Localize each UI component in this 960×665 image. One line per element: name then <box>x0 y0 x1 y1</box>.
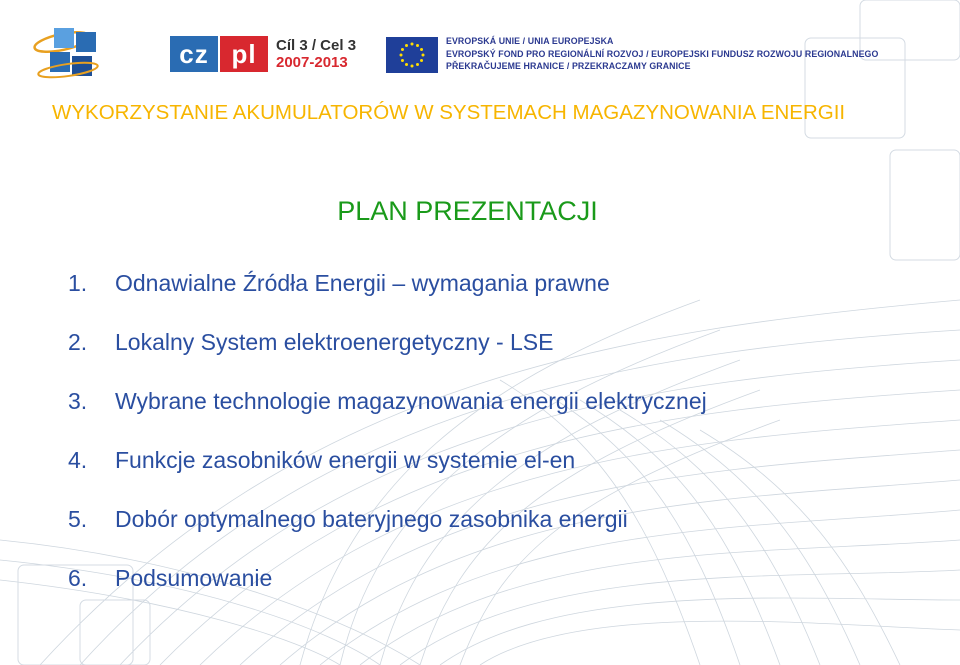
eu-star-icon <box>401 48 404 51</box>
eu-star-icon <box>411 43 414 46</box>
eu-fund-text <box>446 35 878 73</box>
presentation-title: WYKORZYSTANIE AKUMULATORÓW W SYSTEMACH MAGAZYNOWANIA ENERGII <box>52 101 846 124</box>
cubes-logo-icon <box>32 20 104 82</box>
item-text: Lokalny System elektroenergetyczny - LSE <box>115 329 554 355</box>
header-bar <box>0 0 960 90</box>
eu-star-icon <box>420 59 423 62</box>
cil-cel-text <box>276 37 356 71</box>
plan-title: PLAN PREZENTACJI <box>337 196 598 226</box>
item-number: 3. <box>68 388 88 414</box>
pl-logo-text: pl <box>220 36 268 72</box>
eu-star-icon <box>422 54 425 57</box>
item-number: 6. <box>68 565 88 591</box>
list-item <box>68 372 707 431</box>
eu-star-icon <box>401 59 404 62</box>
eu-star-icon <box>411 65 414 68</box>
eu-star-icon <box>420 48 423 51</box>
eu-star-icon <box>416 44 419 47</box>
item-text: Dobór optymalnego bateryjnego zasobnika energii <box>115 506 628 532</box>
eu-text-line: EVROPSKÁ UNIE / UNIA EUROPEJSKA <box>446 36 614 46</box>
eu-star-icon <box>416 63 419 66</box>
cz-logo-text: cz <box>170 36 218 72</box>
programme-years: 2007-2013 <box>276 54 348 71</box>
list-item <box>68 549 707 608</box>
cz-pl-logo <box>170 36 356 72</box>
list-item <box>68 431 707 490</box>
item-text: Odnawialne Źródła Energii – wymagania prawne <box>115 270 610 296</box>
list-item <box>68 254 707 313</box>
list-item <box>68 313 707 372</box>
eu-star-icon <box>405 44 408 47</box>
item-number: 4. <box>68 447 88 473</box>
item-number: 1. <box>68 270 88 296</box>
eu-star-icon <box>405 63 408 66</box>
eu-text-line: PŘEKRAČUJEME HRANICE / PRZEKRACZAMY GRANICE <box>446 61 691 71</box>
eu-star-icon <box>400 54 403 57</box>
list-item <box>68 490 707 549</box>
item-text: Wybrane technologie magazynowania energii elektrycznej <box>115 388 707 414</box>
cil-cel-line: Cíl 3 / Cel 3 <box>276 37 357 54</box>
eu-flag-icon <box>386 37 438 73</box>
plan-list <box>68 254 707 608</box>
item-number: 5. <box>68 506 88 532</box>
item-number: 2. <box>68 329 88 355</box>
eu-text-line: EVROPSKÝ FOND PRO REGIONÁLNÍ ROZVOJ / EUROPEJSKI FUNDUSZ ROZWOJU REGIONALNEGO <box>446 48 879 59</box>
item-text: Podsumowanie <box>115 565 273 591</box>
item-text: Funkcje zasobników energii w systemie el-en <box>115 447 576 473</box>
